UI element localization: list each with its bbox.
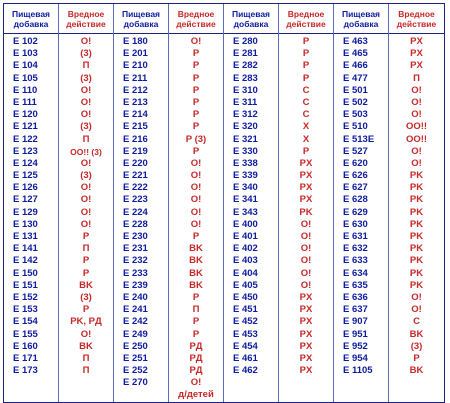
additive-code-cell: E 403 (233, 255, 258, 267)
harm-cell: P (192, 84, 200, 96)
harm-cell: BK (189, 255, 203, 267)
harm-cell: O! (80, 194, 92, 206)
harm-cell: P (192, 109, 200, 121)
harm-cell: PX (410, 48, 423, 60)
harm-cell: PX (299, 316, 313, 328)
additive-code-cell: E 224 (123, 206, 148, 218)
additive-code-cell: E 111 (13, 96, 37, 108)
additive-code-cell: E 141 (13, 243, 38, 255)
harm-cell: PX (299, 304, 313, 316)
additive-code-cell: E 454 (233, 340, 258, 352)
harm-cell: PX (410, 60, 423, 72)
additive-code-cell: E 629 (343, 206, 368, 218)
additive-code-cell: E 103 (13, 48, 38, 60)
additive-code-cell: E 954 (343, 352, 368, 364)
harm-cell: PX (299, 365, 313, 377)
harm-cell: O! (300, 267, 312, 279)
harm-cell: O! (300, 231, 312, 242)
additive-code-cell: E 631 (343, 231, 368, 242)
harm-cell: P (192, 60, 200, 72)
harm-cell: O! (80, 206, 92, 218)
additive-code-cell: E 129 (13, 206, 38, 218)
harm-cell: BK (189, 267, 203, 279)
harm-cell: PД (189, 340, 203, 352)
harm-cell: C (302, 96, 310, 108)
additive-code-cell: E 150 (13, 267, 38, 279)
harm-cell: OO!! (405, 133, 428, 145)
harm-cell: P (82, 231, 90, 242)
harm-header: Вредное действие (279, 4, 333, 34)
harm-cell: PK (409, 206, 424, 218)
harm-cell: P (192, 316, 200, 328)
additive-code-cell: E 223 (123, 194, 148, 206)
additive-code-cell: E 210 (123, 60, 148, 72)
additive-header: Пищевая добавка (334, 4, 388, 34)
harm-cell: P (302, 145, 310, 157)
additive-code-cell: E 123 (13, 145, 38, 157)
harm-cell: П (82, 365, 90, 377)
additive-code-cell: E 330 (233, 145, 258, 157)
additive-code-cell: E 242 (123, 316, 148, 328)
additive-code-cell: E 120 (13, 109, 38, 121)
additive-header: Пищевая добавка (114, 4, 168, 34)
harm-cell: P (192, 48, 200, 60)
harm-cell: O! (80, 36, 92, 47)
additive-code-cell: E 213 (123, 96, 148, 108)
harm-cell: (3) (80, 121, 92, 133)
additive-code-cell: E 270 (123, 377, 148, 389)
additive-header: Пищевая добавка (4, 4, 58, 34)
additive-code-cell: E 465 (343, 48, 368, 60)
additive-code-cell: E 251 (123, 352, 148, 364)
additive-code-cell: E 249 (123, 328, 148, 340)
harm-cell: BK (79, 279, 93, 291)
harm-header: Вредное действие (389, 4, 444, 34)
harm-cell: P (413, 352, 420, 364)
additive-code-cell: E 477 (343, 72, 368, 84)
harm-cell: C (302, 84, 310, 96)
harm-header: Вредное действие (169, 4, 223, 34)
additive-code-cell: E 280 (233, 36, 258, 47)
harm-cell: P (192, 121, 200, 133)
harm-cell: C (413, 316, 420, 328)
harm-cell: P (302, 36, 310, 47)
food-additives-table (3, 3, 445, 403)
harm-cell: PX (299, 291, 313, 303)
harm-cell: O! (190, 170, 202, 182)
harm-cell: (3) (80, 48, 92, 60)
harm-cell: P (302, 48, 310, 60)
harm-cell: BK (409, 365, 424, 377)
additive-code-cell: E 130 (13, 218, 38, 230)
additive-code-cell: E 320 (233, 121, 258, 133)
harm-cell: P (192, 328, 200, 340)
additive-code-cell: E 343 (233, 206, 258, 218)
additive-code-cell: E 462 (233, 365, 258, 377)
harm-header: Вредное действие (59, 4, 113, 34)
harm-cell: (3) (80, 170, 92, 182)
harm-cell: X (302, 133, 310, 145)
harm-cell: O! (411, 157, 422, 169)
harm-cell: P (302, 72, 310, 84)
harm-cell: П (82, 133, 90, 145)
additive-code-cell: E 180 (123, 36, 148, 47)
harmful-effect-column (169, 4, 224, 402)
harm-cell: O! (80, 182, 92, 194)
additive-code-cell: E 230 (123, 231, 148, 242)
harm-cell: П (192, 304, 200, 316)
harm-cell: PK (299, 206, 313, 218)
additive-code-cell: E 221 (123, 170, 148, 182)
harm-cell: O! (190, 36, 202, 47)
additive-code-cell: E 282 (233, 60, 258, 72)
harm-cell: BK (409, 328, 424, 340)
additive-code-cell: E 152 (13, 291, 38, 303)
harmful-effect-column (279, 4, 334, 402)
additive-code-cell: E 126 (13, 182, 38, 194)
additive-code-cell: E 239 (123, 279, 148, 291)
additive-code-cell: E 339 (233, 170, 258, 182)
harm-cell: П (413, 72, 420, 84)
harm-cell: O! (411, 96, 422, 108)
additive-code-cell: E 283 (233, 72, 258, 84)
harm-cell: O! (190, 377, 202, 389)
harm-cell: BK (189, 279, 203, 291)
harm-cell: O! (411, 304, 422, 316)
additive-code-cell: E 232 (123, 255, 148, 267)
additive-code-cell: E 110 (13, 84, 38, 96)
additive-code-cell: E 1105 (343, 365, 373, 377)
additive-code-cell: E 231 (123, 243, 148, 255)
additive-code-cell: E 635 (343, 279, 368, 291)
harm-cell: PK (409, 231, 424, 242)
harm-cell: O! (300, 243, 312, 255)
additive-code-cell: E 400 (233, 218, 258, 230)
harm-cell: O! (411, 145, 422, 157)
additive-code-cell: E 122 (13, 133, 38, 145)
additive-code-cell: E 527 (343, 145, 368, 157)
harm-cell: PK (409, 194, 424, 206)
additive-code-cell: E 341 (233, 194, 258, 206)
harm-cell: P (192, 145, 200, 157)
harm-cell: PX (299, 340, 313, 352)
additive-code-cell: E 214 (123, 109, 148, 121)
additive-code-cell: E 620 (343, 157, 368, 169)
additive-code-cell: E 628 (343, 194, 368, 206)
harm-cell: PX (410, 36, 423, 47)
additive-code-cell: E 125 (13, 170, 38, 182)
harm-cell: O! (80, 84, 92, 96)
harm-cell: PX (299, 328, 313, 340)
harm-cell: П (82, 60, 90, 72)
additive-code-cell: E 627 (343, 182, 368, 194)
additive-code-cell: E 160 (13, 340, 38, 352)
additive-code-cell: E 121 (13, 121, 38, 133)
additive-code-cell: E 453 (233, 328, 258, 340)
additive-code-cell: E 952 (343, 340, 368, 352)
harm-cell: X (302, 121, 310, 133)
harm-cell: O! (300, 279, 312, 291)
harm-cell: O! (80, 157, 92, 169)
harm-cell: PX (299, 170, 313, 182)
additive-code-cell: E 241 (123, 304, 148, 316)
harm-cell: PД (189, 365, 203, 377)
additive-code-cell: E 340 (233, 182, 258, 194)
harm-cell: P (82, 267, 90, 279)
harm-cell: BK (79, 340, 93, 352)
harm-cell: PK (409, 218, 424, 230)
additive-code-cell: E 630 (343, 218, 368, 230)
harm-cell: O! (80, 109, 92, 121)
additive-code-column (114, 4, 169, 402)
additive-code-cell: E 405 (233, 279, 258, 291)
additive-code-cell: E 142 (13, 255, 38, 267)
additive-code-cell: E 634 (343, 267, 368, 279)
additive-code-cell: E 151 (13, 279, 38, 291)
additive-code-cell: E 127 (13, 194, 38, 206)
additive-code-cell: E 240 (123, 291, 148, 303)
additive-code-cell: E 171 (13, 352, 38, 364)
additive-code-cell: E 216 (123, 133, 148, 145)
additive-code-cell: E 233 (123, 267, 148, 279)
harm-cell: O! (300, 218, 312, 230)
additive-code-cell: E 501 (343, 84, 368, 96)
additive-code-cell: E 503 (343, 109, 368, 121)
harm-cell: P (192, 72, 200, 84)
additive-code-cell: E 102 (13, 36, 38, 47)
additive-code-cell: E 310 (233, 84, 258, 96)
harm-cell: O! (80, 328, 92, 340)
harm-cell: П (82, 352, 90, 364)
harm-cell: PK, PД (70, 316, 102, 328)
harm-cell: П (82, 243, 90, 255)
additive-code-column (334, 4, 389, 402)
additive-code-cell: E 452 (233, 316, 258, 328)
additive-code-cell: E 451 (233, 304, 258, 316)
harm-cell: BK (189, 243, 203, 255)
harm-cell: PX (299, 194, 313, 206)
harm-cell: P (192, 231, 200, 242)
harm-cell: P (302, 60, 310, 72)
harm-cell: PK (409, 279, 424, 291)
additive-code-cell: E 907 (343, 316, 368, 328)
additive-code-cell: E 211 (123, 72, 148, 84)
additive-code-cell: E 250 (123, 340, 148, 352)
additive-code-cell: E 222 (123, 182, 148, 194)
harm-cell: O! (411, 84, 422, 96)
additive-code-cell: E 312 (233, 109, 258, 121)
additive-code-cell: E 450 (233, 291, 258, 303)
additive-code-cell: E 321 (233, 133, 258, 145)
harm-cell: O! (190, 194, 202, 206)
additive-code-cell: E 252 (123, 365, 148, 377)
additive-code-cell: E 461 (233, 352, 258, 364)
additive-code-cell: E 510 (343, 121, 368, 133)
harm-cell: (3) (80, 291, 92, 303)
additive-code-cell: E 105 (13, 72, 38, 84)
harm-cell: PK (409, 170, 424, 182)
additive-code-cell: E 212 (123, 84, 148, 96)
additive-code-column (224, 4, 279, 402)
harm-cell: P (192, 291, 200, 303)
harm-cell: PK (409, 182, 424, 194)
additive-code-cell: E 215 (123, 121, 148, 133)
additive-code-cell: E 201 (123, 48, 148, 60)
additive-code-cell: E 626 (343, 170, 368, 182)
harm-cell: PK (409, 255, 424, 267)
harm-cell: PK (409, 243, 424, 255)
harm-cell: O! (80, 96, 92, 108)
additive-code-cell: E 463 (343, 36, 368, 47)
additive-code-column (4, 4, 59, 402)
additive-code-cell: E 104 (13, 60, 38, 72)
additive-code-cell: E 404 (233, 267, 258, 279)
harm-cell: O! (300, 255, 312, 267)
harm-cell: PX (299, 352, 313, 364)
harmful-effect-column (59, 4, 114, 402)
additive-code-cell: E 220 (123, 157, 148, 169)
additive-code-cell: E 466 (343, 60, 368, 72)
harm-cell: O! (80, 218, 92, 230)
additive-header: Пищевая добавка (224, 4, 278, 34)
additive-code-cell: E 633 (343, 255, 368, 267)
harm-cell: (3) (410, 340, 423, 352)
additive-code-cell: E 636 (343, 291, 368, 303)
additive-code-cell: E 219 (123, 145, 148, 157)
additive-code-cell: E 124 (13, 157, 38, 169)
additive-code-cell: E 338 (233, 157, 258, 169)
additive-code-cell: E 502 (343, 96, 368, 108)
additive-code-cell: E 155 (13, 328, 38, 340)
harm-cell: P (82, 255, 90, 267)
additive-code-cell: E 402 (233, 243, 258, 255)
harm-cell: PД (189, 352, 203, 364)
harm-cell: д/детей (178, 389, 214, 401)
harm-cell: OO!! (405, 121, 428, 133)
additive-code-cell: E 311 (233, 96, 258, 108)
harm-cell: P (82, 304, 90, 316)
additive-code-cell: E 632 (343, 243, 368, 255)
harmful-effect-column (389, 4, 444, 402)
harm-cell: O! (190, 218, 202, 230)
additive-code-cell: E 281 (233, 48, 258, 60)
additive-code-cell: E 228 (123, 218, 148, 230)
harm-cell: PX (299, 157, 313, 169)
additive-code-cell: E 131 (13, 231, 38, 242)
harm-cell: O! (190, 206, 202, 218)
harm-cell: P (3) (185, 133, 207, 145)
additive-code-cell: E 637 (343, 304, 368, 316)
additive-code-cell: E 401 (233, 231, 258, 242)
harm-cell: (3) (80, 72, 92, 84)
harm-cell: O! (190, 182, 202, 194)
harm-cell: OO!! (3) (70, 146, 102, 157)
additive-code-cell: E 951 (343, 328, 368, 340)
additive-code-cell: E 153 (13, 304, 38, 316)
harm-cell: O! (411, 291, 422, 303)
harm-cell: PK (409, 267, 424, 279)
harm-cell: O! (411, 109, 422, 121)
additive-code-cell: E 154 (13, 316, 38, 328)
harm-cell: P (192, 96, 200, 108)
additive-code-cell: E 173 (13, 365, 38, 377)
harm-cell: PX (299, 182, 313, 194)
harm-cell: C (302, 109, 310, 121)
additive-code-cell: E 513E (343, 133, 375, 145)
harm-cell: O! (190, 157, 202, 169)
